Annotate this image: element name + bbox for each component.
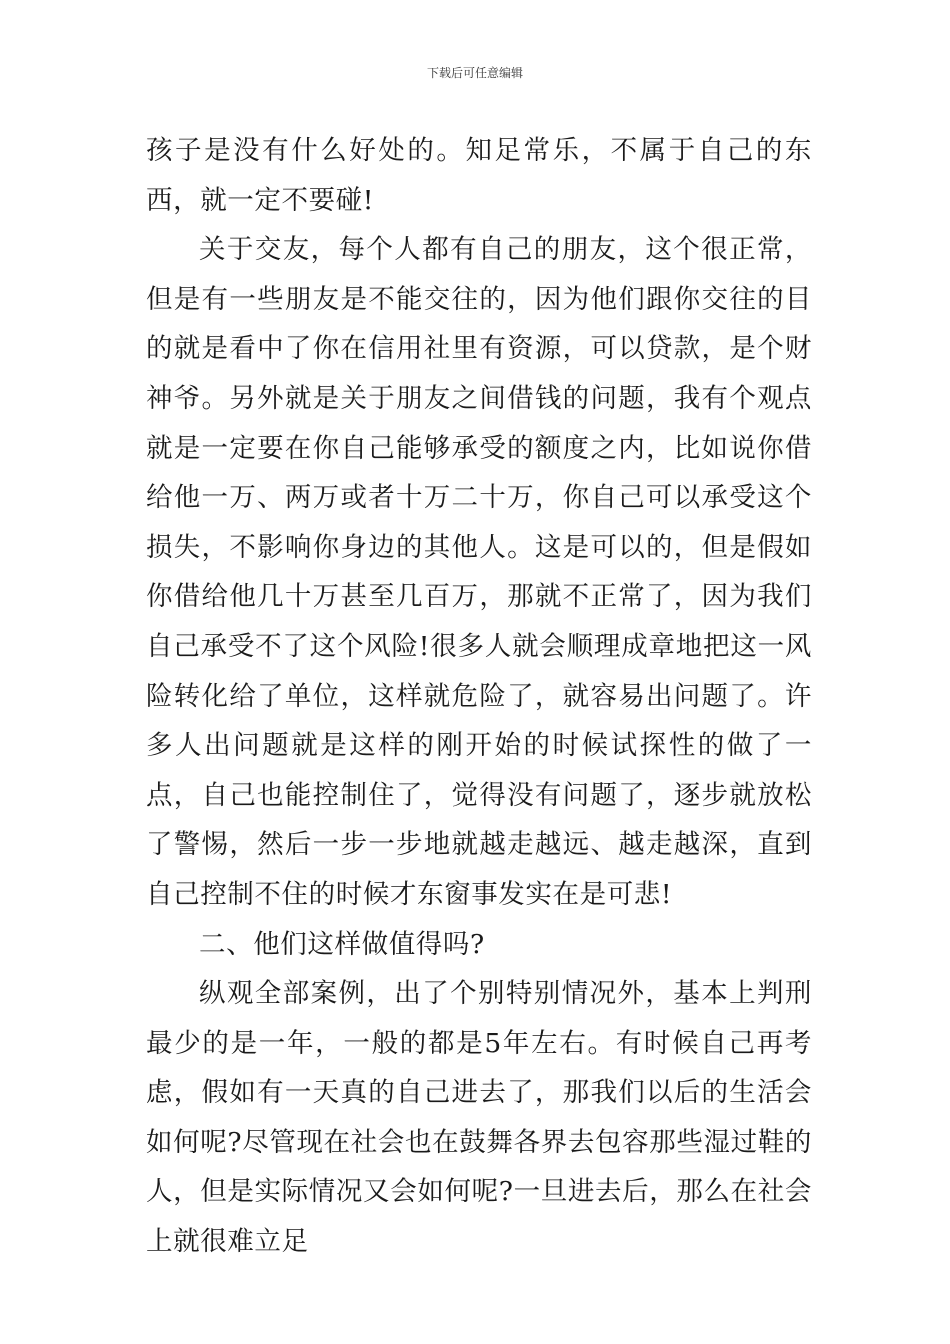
document-body: [146, 126, 812, 1267]
section-heading-two: 二、他们这样做值得吗?: [199, 928, 485, 960]
page-header: 下载后可任意编辑: [426, 66, 523, 80]
paragraph-friendship: 关于交友，每个人都有自己的朋友，这个很正常，但是有一些朋友是不能交往的，因为他们跟你交往的目的就是看中了你在信用社里有资源，可以贷款，是个财神爷。另外就是关于朋友之间借钱的问题，我有个观点就是一定要在你自己能够承受的额度之内，比如说你借给他一万、两万或者十万二十万，你自己可以承受这个损失，不影响你身边的其他人。这是可以的，但是假如你借给他几十万甚至几百万，那就不正常了，因为我们自己承受不了这个风险!很多人就会顺理成章地把这一风险转化给了单位，这样就危险了，就容易出问题了。许多人出问题就是这样的刚开始的时候试探性的做了一点，自己也能控制住了，觉得没有问题了，逐步就放松了警惕，然后一步一步地就越走越远、越走越深，直到自己控制不住的时候才东窗事发实在是可悲!: [146, 234, 812, 910]
paragraph-continuation: 孩子是没有什么好处的。知足常乐，不属于自己的东西，就一定不要碰!: [146, 135, 812, 216]
paragraph-cases: 纵观全部案例，出了个别特别情况外，基本上判刑最少的是一年，一般的都是5年左右。有时候自己再考虑，假如有一天真的自己进去了，那我们以后的生活会如何呢?尽管现在社会也在鼓舞各界去包容那些湿过鞋的人，但是实际情况又会如何呢?一旦进去后，那么在社会上就很难立足: [146, 978, 812, 1258]
